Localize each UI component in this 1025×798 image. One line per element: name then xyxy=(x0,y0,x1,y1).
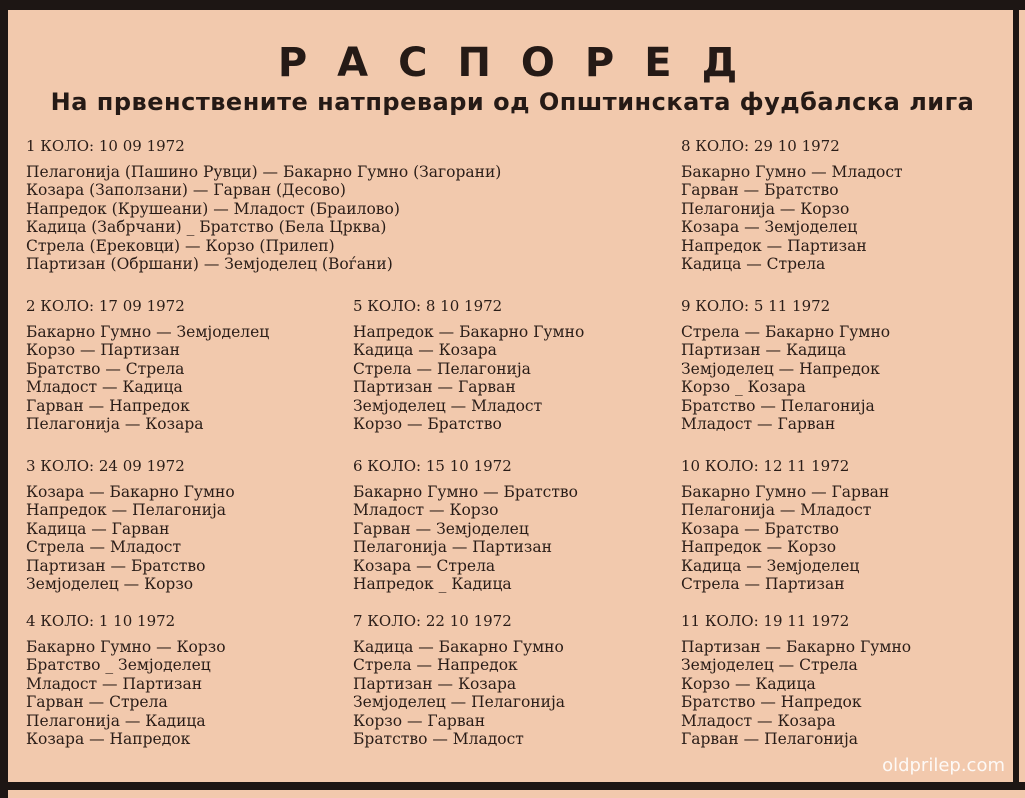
match-row: Кадица — Земјоделец xyxy=(681,556,860,575)
round-10 xyxy=(681,457,1001,593)
match-row: Земјоделец — Младост xyxy=(353,396,543,415)
round-7 xyxy=(353,612,673,748)
round-5 xyxy=(353,297,673,433)
match-row: Пелагонија (Пашино Рувци) — Бакарно Гумно (Загорани) xyxy=(26,163,502,181)
round-9 xyxy=(681,297,1001,433)
round-4 xyxy=(26,612,346,748)
match-row: Кадица — Гарван xyxy=(26,519,170,538)
match-row: Пелагонија — Козара xyxy=(26,415,204,434)
match-row: Козара — Земјоделец xyxy=(681,218,858,237)
match-row: Партизан — Бакарно Гумно xyxy=(681,638,912,656)
match-row: Партизан — Гарван xyxy=(353,378,516,397)
match-row: Кадица — Бакарно Гумно xyxy=(353,638,564,656)
match-row: Бакарно Гумно — Корзо xyxy=(26,638,226,656)
match-row: Пелагонија — Корзо xyxy=(681,199,850,218)
match-row: Братство — Младост xyxy=(353,730,524,749)
match-row: Младост — Корзо xyxy=(353,501,499,520)
round-header: 3 КОЛО: 24 09 1972 xyxy=(26,457,185,475)
match-row: Бакарно Гумно — Младост xyxy=(681,163,903,181)
frame-bottom-border xyxy=(0,782,1025,790)
match-row: Корзо _ Козара xyxy=(681,378,806,397)
match-row: Партизан — Кадица xyxy=(681,341,847,360)
match-row: Младост — Гарван xyxy=(681,415,836,434)
round-header: 8 КОЛО: 29 10 1972 xyxy=(681,137,840,155)
match-row: Стрела (Ерековци) — Корзо (Прилеп) xyxy=(26,236,335,255)
match-row: Пелагонија — Партизан xyxy=(353,538,552,557)
round-header: 5 КОЛО: 8 10 1972 xyxy=(353,297,503,315)
round-1 xyxy=(26,137,586,273)
match-row: Партизан — Козара xyxy=(353,674,517,693)
match-row: Гарван — Братство xyxy=(681,181,839,200)
match-row: Братство — Стрела xyxy=(26,359,185,378)
match-row: Гарван — Стрела xyxy=(26,693,168,712)
round-header: 6 КОЛО: 15 10 1972 xyxy=(353,457,512,475)
match-row: Стрела — Пелагонија xyxy=(353,359,531,378)
match-row: Партизан — Братство xyxy=(26,556,206,575)
match-row: Козара — Напредок xyxy=(26,730,191,749)
match-row: Земјоделец — Корзо xyxy=(26,575,194,594)
round-3 xyxy=(26,457,346,593)
page-subtitle: На првенствените натпревари од Општинската фудбалска лига xyxy=(50,88,975,116)
match-row: Пелагонија — Младост xyxy=(681,501,872,520)
match-row: Бакарно Гумно — Гарван xyxy=(681,483,890,501)
match-row: Кадица (Забрчани) _ Братство (Бела Црква) xyxy=(26,218,387,237)
round-header: 1 КОЛО: 10 09 1972 xyxy=(26,137,185,155)
match-row: Братство _ Земјоделец xyxy=(26,656,211,675)
match-row: Козара — Стрела xyxy=(353,556,496,575)
match-row: Корзо — Гарван xyxy=(353,711,486,730)
match-row: Земјоделец — Пелагонија xyxy=(353,693,566,712)
match-row: Напредок — Пелагонија xyxy=(26,501,227,520)
match-row: Гарван — Пелагонија xyxy=(681,730,859,749)
match-row: Гарван — Напредок xyxy=(26,396,190,415)
match-row: Младост — Козара xyxy=(681,711,836,730)
match-row: Гарван — Земјоделец xyxy=(353,519,529,538)
match-row: Козара — Братство xyxy=(681,519,839,538)
match-row: Бакарно Гумно — Братство xyxy=(353,483,578,501)
match-row: Корзо — Кадица xyxy=(681,674,816,693)
round-header: 2 КОЛО: 17 09 1972 xyxy=(26,297,185,315)
round-8 xyxy=(681,137,1001,273)
match-row: Бакарно Гумно — Земјоделец xyxy=(26,323,270,341)
match-row: Младост — Партизан xyxy=(26,674,203,693)
match-row: Кадица — Стрела xyxy=(681,255,826,274)
watermark: oldprilep.com xyxy=(882,755,1005,776)
round-6 xyxy=(353,457,673,593)
match-row: Кадица — Козара xyxy=(353,341,497,360)
match-row: Корзо — Партизан xyxy=(26,341,181,360)
match-row: Земјоделец — Напредок xyxy=(681,359,880,378)
match-row: Стрела — Напредок xyxy=(353,656,518,675)
match-row: Братство — Напредок xyxy=(681,693,862,712)
match-row: Младост — Кадица xyxy=(26,378,183,397)
match-row: Братство — Пелагонија xyxy=(681,396,875,415)
match-row: Напредок — Корзо xyxy=(681,538,837,557)
match-row: Козара (Заползани) — Гарван (Десово) xyxy=(26,181,346,200)
frame-right-border xyxy=(1013,8,1019,790)
match-row: Стрела — Партизан xyxy=(681,575,845,594)
round-11 xyxy=(681,612,1001,748)
match-row: Корзо — Братство xyxy=(353,415,502,434)
match-row: Напредок _ Кадица xyxy=(353,575,512,594)
frame-top-border xyxy=(0,0,1025,10)
match-row: Козара — Бакарно Гумно xyxy=(26,483,235,501)
frame-left-border xyxy=(0,0,8,798)
match-row: Напредок — Бакарно Гумно xyxy=(353,323,585,341)
match-row: Стрела — Бакарно Гумно xyxy=(681,323,891,341)
round-2 xyxy=(26,297,346,433)
match-row: Стрела — Младост xyxy=(26,538,182,557)
round-header: 11 КОЛО: 19 11 1972 xyxy=(681,612,850,630)
round-header: 10 КОЛО: 12 11 1972 xyxy=(681,457,850,475)
page-title: РАСПОРЕД xyxy=(277,40,768,86)
match-row: Пелагонија — Кадица xyxy=(26,711,206,730)
match-row: Партизан (Обршани) — Земјоделец (Воѓани) xyxy=(26,255,393,274)
round-header: 4 КОЛО: 1 10 1972 xyxy=(26,612,176,630)
match-row: Земјоделец — Стрела xyxy=(681,656,858,675)
round-header: 9 КОЛО: 5 11 1972 xyxy=(681,297,831,315)
match-row: Напредок — Партизан xyxy=(681,236,867,255)
round-header: 7 КОЛО: 22 10 1972 xyxy=(353,612,512,630)
match-row: Напредок (Крушеани) — Младост (Браилово) xyxy=(26,199,400,218)
